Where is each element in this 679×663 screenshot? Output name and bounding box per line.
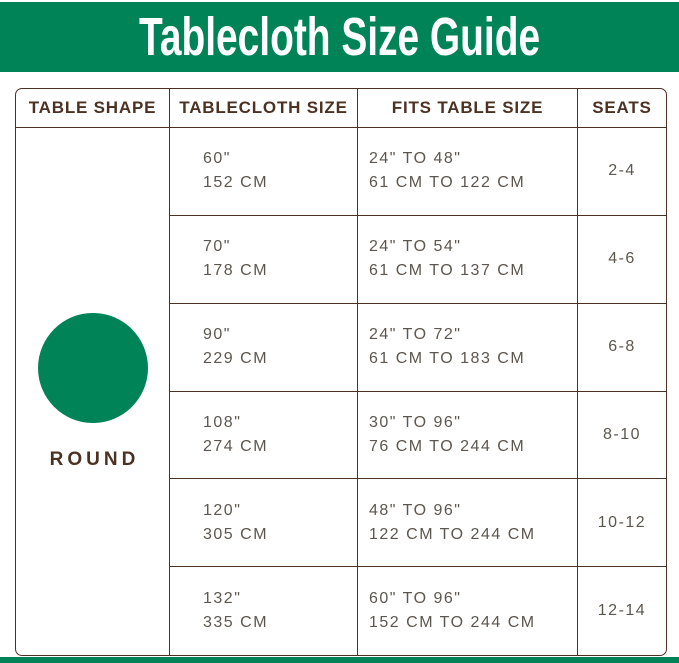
tablecloth-size-inches: 120" bbox=[203, 501, 242, 519]
fits-size-cm: 122 CM TO 244 CM bbox=[369, 525, 536, 543]
seats-cell bbox=[578, 216, 666, 304]
fits-size-inches: 30" TO 96" bbox=[369, 413, 462, 431]
shape-label: ROUND bbox=[49, 448, 140, 470]
header-fits-table-size: FITS TABLE SIZE bbox=[358, 89, 578, 128]
fits-table-size-cell bbox=[358, 392, 578, 480]
tablecloth-size-cell bbox=[170, 128, 358, 216]
header-table-shape: TABLE SHAPE bbox=[16, 89, 170, 128]
fits-size-cm: 76 CM TO 244 CM bbox=[369, 437, 526, 455]
tablecloth-size-cell bbox=[170, 567, 358, 655]
round-shape-icon bbox=[38, 313, 148, 423]
fits-size-cm: 61 CM TO 183 CM bbox=[369, 350, 526, 368]
fits-size-cm: 61 CM TO 137 CM bbox=[369, 262, 526, 280]
seats-value: 8-10 bbox=[602, 425, 642, 443]
tablecloth-size-cm: 178 CM bbox=[203, 262, 269, 280]
fits-table-size-cell bbox=[358, 567, 578, 655]
bottom-accent-strip bbox=[0, 657, 679, 663]
seats-value: 4-6 bbox=[608, 250, 636, 268]
tablecloth-size-cell bbox=[170, 479, 358, 567]
fits-size-cm: 152 CM TO 244 CM bbox=[369, 614, 536, 632]
tablecloth-size-inches: 132" bbox=[203, 590, 242, 608]
seats-cell bbox=[578, 567, 666, 655]
header-seats: SEATS bbox=[578, 89, 666, 128]
fits-table-size-cell bbox=[358, 304, 578, 392]
fits-size-inches: 48" TO 96" bbox=[369, 501, 462, 519]
fits-table-size-cell bbox=[358, 216, 578, 304]
fits-size-inches: 24" TO 72" bbox=[369, 326, 462, 344]
seats-cell bbox=[578, 304, 666, 392]
fits-size-inches: 24" TO 48" bbox=[369, 150, 462, 168]
tablecloth-size-inches: 108" bbox=[203, 413, 242, 431]
table-shape-cell bbox=[16, 128, 170, 655]
seats-cell bbox=[578, 128, 666, 216]
tablecloth-size-cell bbox=[170, 304, 358, 392]
tablecloth-size-cell bbox=[170, 216, 358, 304]
fits-size-inches: 60" TO 96" bbox=[369, 590, 462, 608]
tablecloth-size-inches: 60" bbox=[203, 150, 231, 168]
size-guide-table bbox=[15, 88, 667, 656]
tablecloth-size-cm: 335 CM bbox=[203, 614, 269, 632]
title-banner bbox=[0, 2, 679, 72]
tablecloth-size-cm: 305 CM bbox=[203, 525, 269, 543]
seats-cell bbox=[578, 479, 666, 567]
tablecloth-size-cm: 229 CM bbox=[203, 350, 269, 368]
fits-size-inches: 24" TO 54" bbox=[369, 238, 462, 256]
tablecloth-size-cell bbox=[170, 392, 358, 480]
tablecloth-size-cm: 274 CM bbox=[203, 437, 269, 455]
fits-table-size-cell bbox=[358, 479, 578, 567]
tablecloth-size-inches: 90" bbox=[203, 326, 231, 344]
tablecloth-size-inches: 70" bbox=[203, 238, 231, 256]
seats-value: 2-4 bbox=[608, 162, 636, 180]
seats-value: 10-12 bbox=[597, 513, 647, 531]
seats-value: 12-14 bbox=[597, 602, 647, 620]
tablecloth-size-cm: 152 CM bbox=[203, 174, 269, 192]
page-title: Tablecloth Size Guide bbox=[138, 7, 541, 67]
fits-table-size-cell bbox=[358, 128, 578, 216]
seats-cell bbox=[578, 392, 666, 480]
header-tablecloth-size: TABLECLOTH SIZE bbox=[170, 89, 358, 128]
seats-value: 6-8 bbox=[608, 338, 636, 356]
fits-size-cm: 61 CM TO 122 CM bbox=[369, 174, 526, 192]
